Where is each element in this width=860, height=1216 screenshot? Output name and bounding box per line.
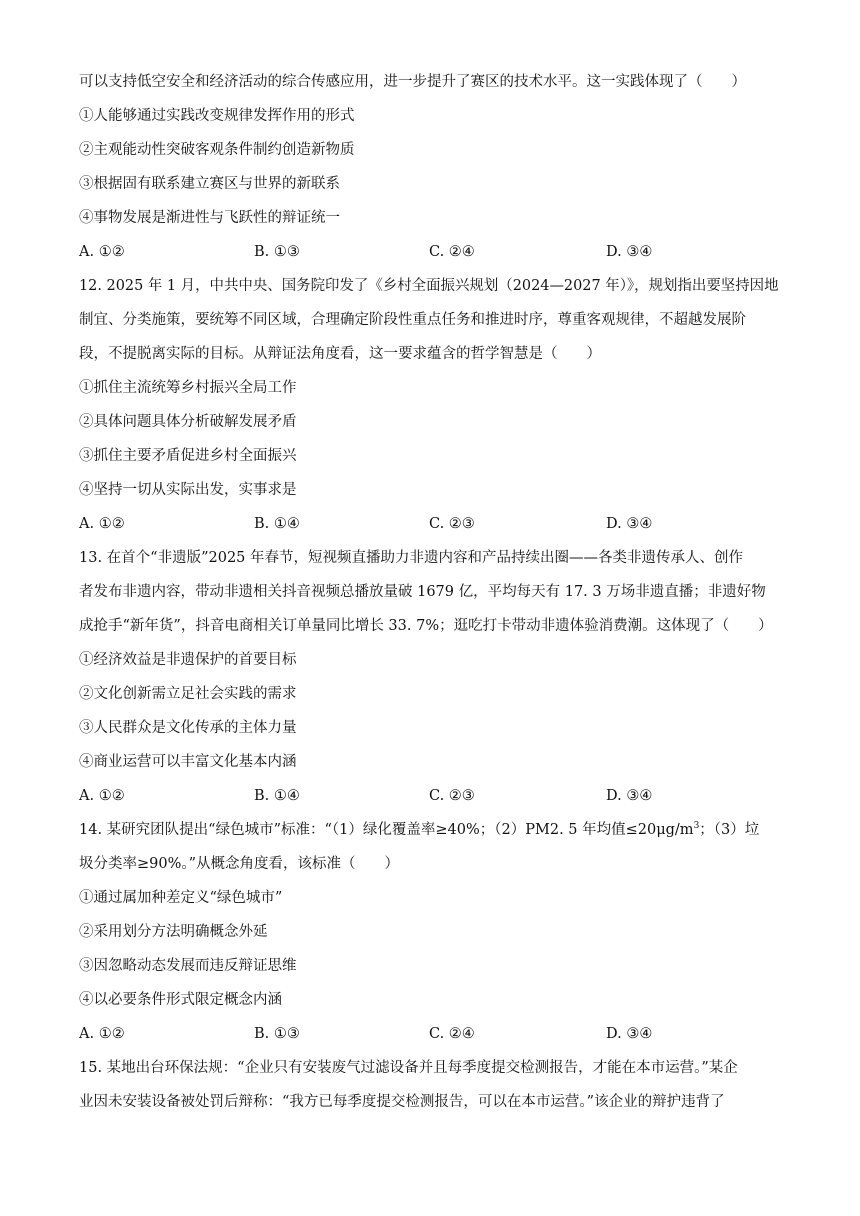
q11-option-b[interactable]: B. ①③: [254, 244, 300, 260]
q11-stem-end: 可以支持低空安全和经济活动的综合传感应用，进一步提升了赛区的技术水平。这一实践体现了（ ）: [79, 74, 746, 90]
q12-option-d[interactable]: D. ③④: [606, 516, 653, 532]
q12-option-a[interactable]: A. ①②: [79, 516, 125, 532]
q13-options: [79, 786, 779, 806]
q13-option-b[interactable]: B. ①④: [254, 788, 300, 804]
q14-statement-3: ③因忽略动态发展而违反辩证思维: [79, 958, 297, 974]
q14-statement-4: ④以必要条件形式限定概念内涵: [79, 992, 282, 1008]
q14-stem-line-1-text: 14. 某研究团队提出“绿色城市”标准：“（1）绿化覆盖率≥40%；（2）PM2. 5 年均值≤20μg/m: [79, 822, 694, 838]
q11-statement-1: ①人能够通过实践改变规律发挥作用的形式: [79, 108, 355, 124]
q11-options: [79, 242, 779, 262]
q13-stem-line-3: 成抢手“新年货”，抖音电商相关订单量同比增长 33. 7%；逛吃打卡带动非遗体验消费潮。这体现了（ ）: [79, 618, 773, 634]
q14-option-d[interactable]: D. ③④: [606, 1026, 653, 1042]
q12-option-b[interactable]: B. ①④: [254, 516, 300, 532]
q11-statement-3: ③根据固有联系建立赛区与世界的新联系: [79, 176, 340, 192]
q11-option-d[interactable]: D. ③④: [606, 244, 653, 260]
q15-stem-line-1: 15. 某地出台环保法规：“企业只有安装废气过滤设备并且每季度提交检测报告，才能在本市运营。”某企: [79, 1060, 738, 1076]
q14-options: [79, 1024, 779, 1044]
q13-statement-1: ①经济效益是非遗保护的首要目标: [79, 652, 297, 668]
q14-option-a[interactable]: A. ①②: [79, 1026, 125, 1042]
q13-option-d[interactable]: D. ③④: [606, 788, 653, 804]
q14-superscript: 3: [693, 821, 700, 832]
q15-stem-line-2: 业因未安装设备被处罚后辩称：“我方已每季度提交检测报告，可以在本市运营。”该企业的辩护违背了: [79, 1094, 725, 1110]
q13-option-c[interactable]: C. ②③: [429, 788, 475, 804]
q13-option-a[interactable]: A. ①②: [79, 788, 125, 804]
q12-option-c[interactable]: C. ②③: [429, 516, 475, 532]
q14-statement-1: ①通过属加种差定义“绿色城市”: [79, 890, 283, 906]
q11-statement-2: ②主观能动性突破客观条件制约创造新物质: [79, 142, 355, 158]
q11-option-a[interactable]: A. ①②: [79, 244, 125, 260]
q12-stem-line-3: 段，不提脱离实际的目标。从辩证法角度看，这一要求蕴含的哲学智慧是（ ）: [79, 346, 601, 362]
q13-statement-4: ④商业运营可以丰富文化基本内涵: [79, 754, 297, 770]
q13-stem-line-1: 13. 在首个“非遗版”2025 年春节，短视频直播助力非遗内容和产品持续出圈——各类非遗传承人、创作: [79, 550, 744, 566]
q14-option-c[interactable]: C. ②④: [429, 1026, 475, 1042]
q13-statement-3: ③人民群众是文化传承的主体力量: [79, 720, 297, 736]
q13-statement-2: ②文化创新需立足社会实践的需求: [79, 686, 297, 702]
q11-option-c[interactable]: C. ②④: [429, 244, 475, 260]
q12-statement-4: ④坚持一切从实际出发，实事求是: [79, 482, 297, 498]
q14-option-b[interactable]: B. ①③: [254, 1026, 300, 1042]
q11-statement-4: ④事物发展是渐进性与飞跃性的辩证统一: [79, 210, 340, 226]
q12-statement-2: ②具体问题具体分析破解发展矛盾: [79, 414, 297, 430]
q12-stem-line-1: 12. 2025 年 1 月，中共中央、国务院印发了《乡村全面振兴规划（2024—2027 年）》，规划指出要坚持因地: [79, 278, 779, 294]
q14-statement-2: ②采用划分方法明确概念外延: [79, 924, 268, 940]
q13-stem-line-2: 者发布非遗内容，带动非遗相关抖音视频总播放量破 1679 亿，平均每天有 17. 3 万场非遗直播；非遗好物: [79, 584, 766, 600]
q12-statement-3: ③抓住主要矛盾促进乡村全面振兴: [79, 448, 297, 464]
q14-stem-line-1: [79, 820, 759, 840]
q14-stem-line-1-tail: ；（3）垃: [699, 822, 760, 838]
q14-stem-line-2: 圾分类率≥90%。”从概念角度看，该标准（ ）: [79, 856, 400, 872]
q12-options: [79, 514, 779, 534]
q12-stem-line-2: 制宜、分类施策，要统筹不同区域，合理确定阶段性重点任务和推进时序，尊重客观规律，不超越发展阶: [79, 312, 746, 328]
q12-statement-1: ①抓住主流统筹乡村振兴全局工作: [79, 380, 297, 396]
